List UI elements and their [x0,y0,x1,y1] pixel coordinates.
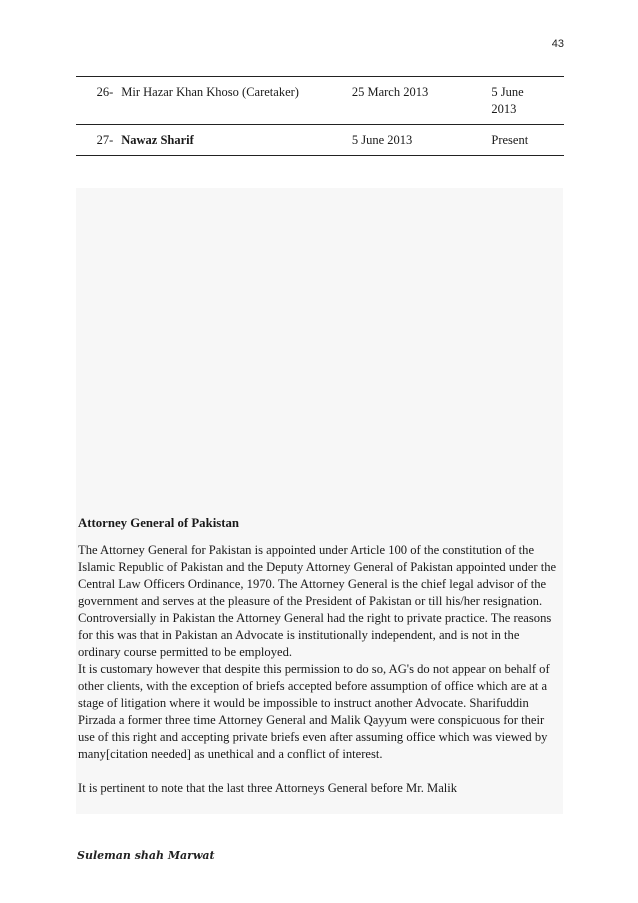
rulers-table [76,76,564,156]
term-end [487,125,564,156]
row-number: 27- [76,125,117,156]
attorney-general-section [78,515,564,797]
term-end-line1: Present [491,133,529,147]
paragraph: The Attorney General for Pakistan is appointed under Article 100 of the constitution of the Islamic Republic of Pakistan and the Deputy Attorney General of Pakistan appointed under the Central Law Officers Ordinance, 1970. The Attorney General is the chief legal advisor of the government and serves at the pleasure of the President of Pakistan or till his/her resignation. [78,543,557,608]
term-end-line1: 5 June [491,85,524,99]
page-number: 43 [551,38,564,50]
footer-author: Suleman shah Marwat [77,849,215,862]
table-row [76,125,564,156]
row-number: 26- [76,77,117,125]
term-start: 5 June 2013 [348,125,488,156]
ruler-name: Nawaz Sharif [117,125,348,156]
term-end [487,77,564,125]
ruler-name: Mir Hazar Khan Khoso (Caretaker) [117,77,348,125]
paragraph: It is customary however that despite this permission to do so, AG's do not appear on behalf of other clients, with the exception of briefs accepted before assumption of office which are at a stage of litigation where it would be impossible to instruct another Advocate. Sharifuddin Pirzada a former three time Attorney General and Malik Qayyum were conspicuous for their use of this right and accepting private briefs even after assuming office which was viewed by many[citation needed] as unethical and a conflict of interest. [78,662,550,761]
section-heading: Attorney General of Pakistan [78,516,240,530]
table-row [76,77,564,125]
paragraph: Controversially in Pakistan the Attorney General had the right to private practice. The reasons for this was that in Pakistan an Advocate is institutionally independent, and is not in the ordinary course permitted to be employed. [78,611,552,659]
term-end-line2: 2013 [491,102,517,116]
term-start: 25 March 2013 [348,77,488,125]
paragraph: It is pertinent to note that the last three Attorneys General before Mr. Malik [78,781,458,795]
